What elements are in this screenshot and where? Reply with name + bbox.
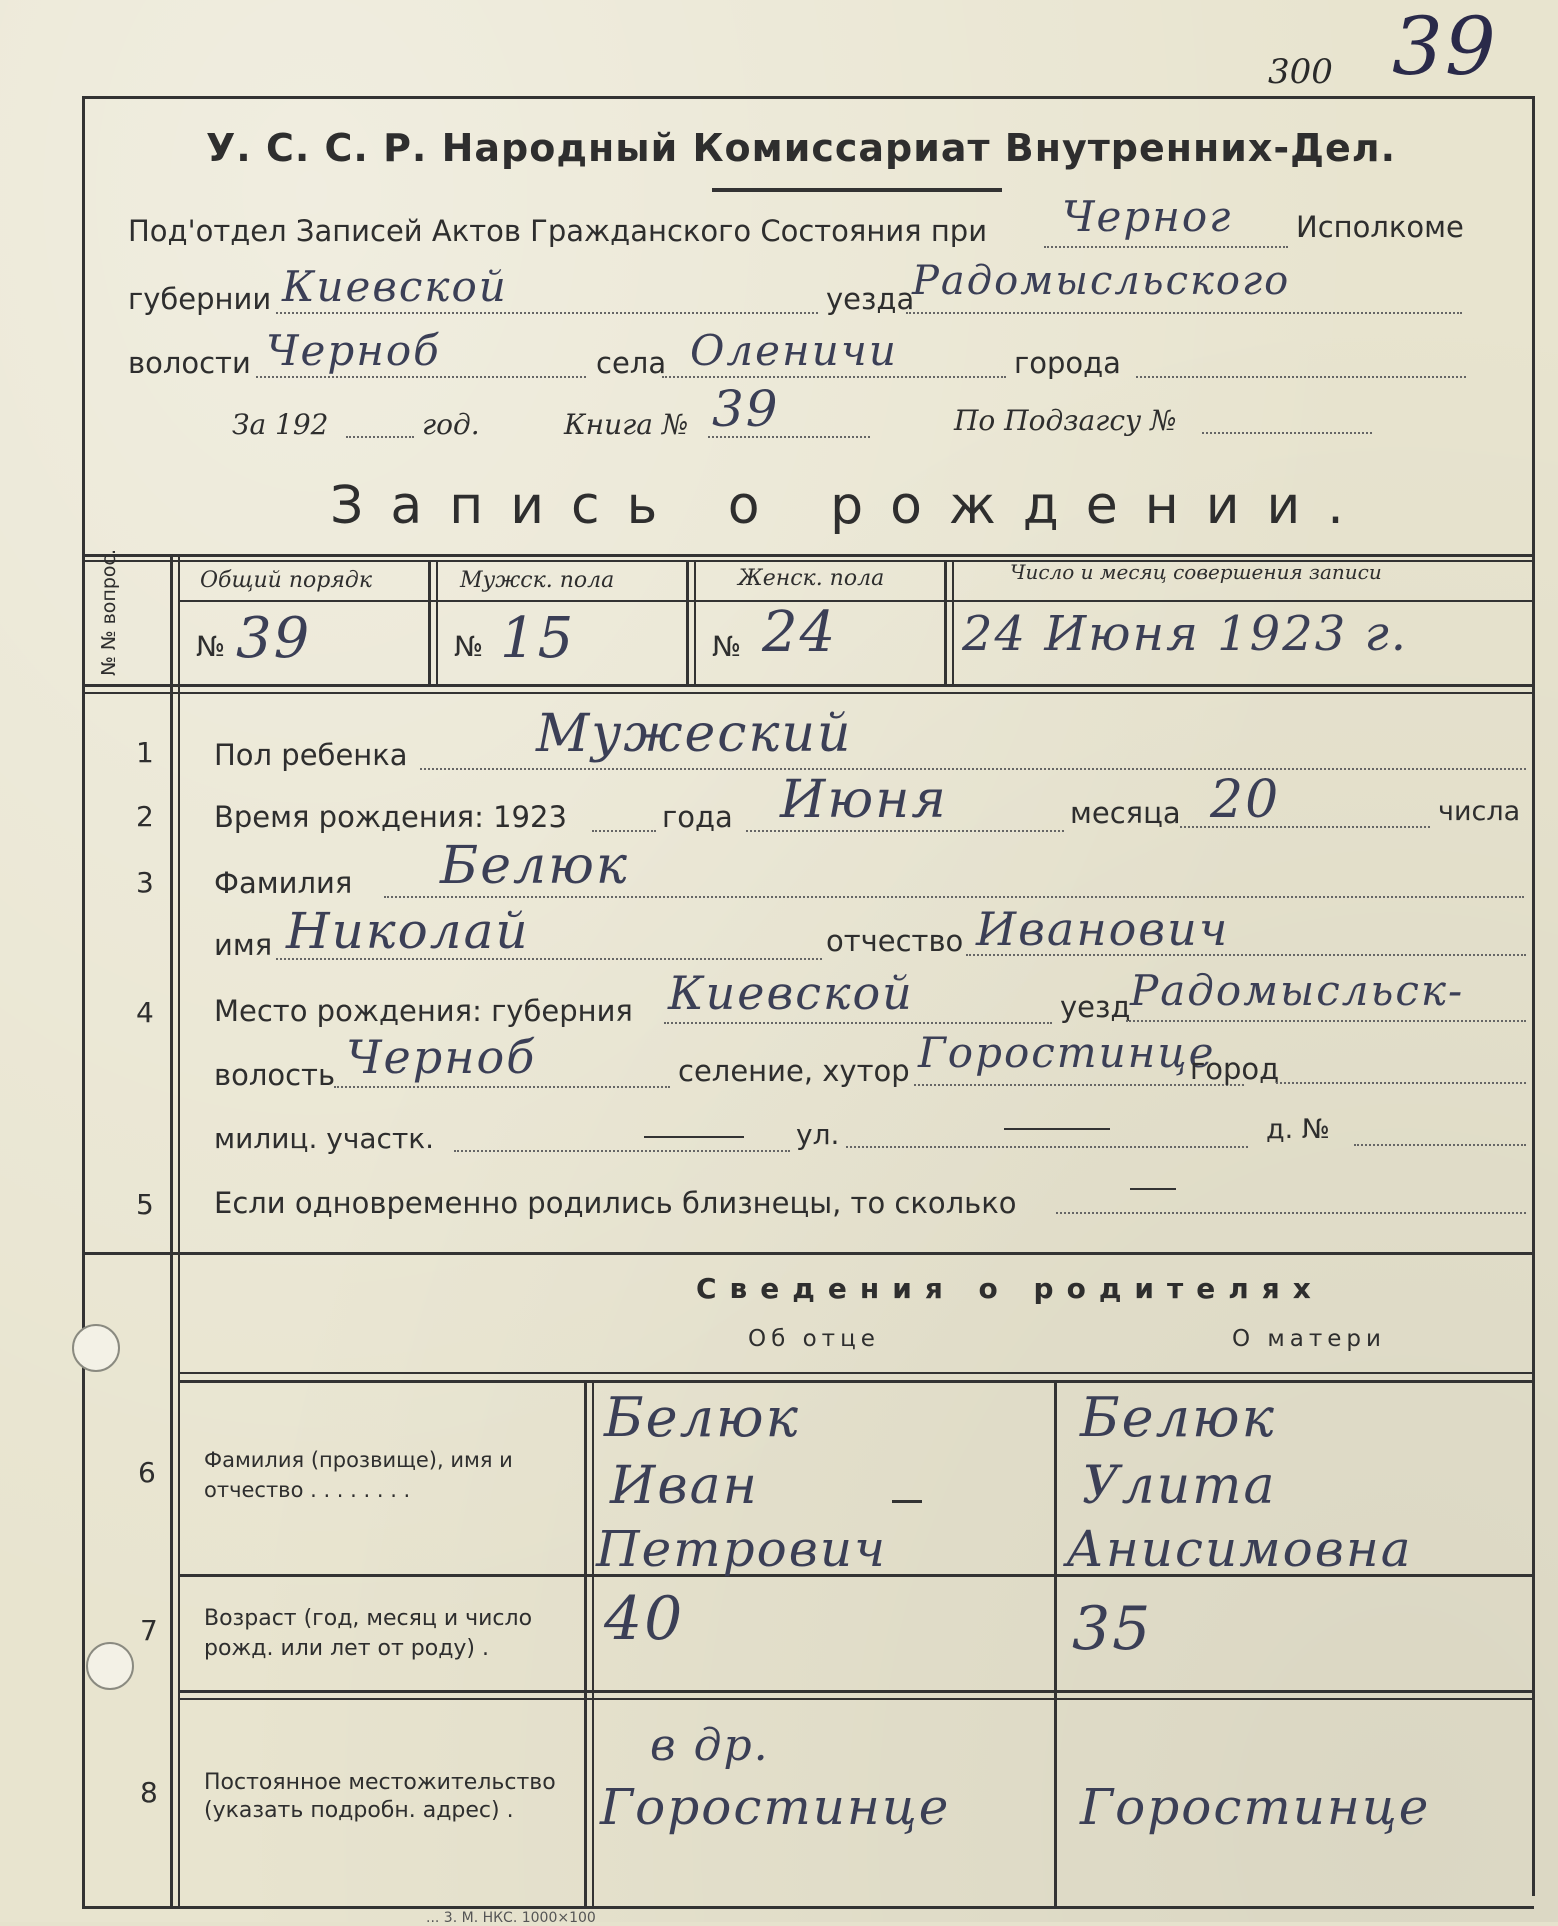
mother-residence: Горостинце — [1080, 1778, 1431, 1836]
frame-left — [82, 96, 85, 1908]
q5-dash — [1130, 1188, 1176, 1190]
male-label: Мужск. пола — [460, 568, 615, 593]
father-name: Иван — [610, 1456, 759, 1516]
counter-divider-3b — [952, 560, 954, 684]
q4-label: Место рождения: губерния — [214, 994, 633, 1028]
footer-print-info: ... 3. М. НКС. 1000×100 — [426, 1910, 596, 1926]
father-residence-1: в др. — [650, 1720, 770, 1771]
parents-col-divider-1 — [584, 1380, 587, 1908]
counter-label-rule — [178, 600, 1534, 602]
general-label: Общий порядк — [200, 568, 372, 593]
selo-value: Оленичи — [690, 326, 898, 375]
q2-month-label: месяца — [1070, 796, 1181, 830]
volost-label: волости — [128, 346, 251, 380]
god-label: год. — [422, 408, 480, 441]
q4-gub-dots — [664, 1022, 1052, 1024]
q3-surname-dots — [384, 896, 1524, 898]
q4-ul-dash — [1004, 1128, 1110, 1130]
row7-bottom — [178, 1690, 1534, 1693]
counters-bottom — [82, 684, 1534, 687]
q4-ul-dots — [846, 1146, 1248, 1148]
father-residence-2: Горостинце — [600, 1778, 951, 1836]
podzagsu-label: По Подзагсу № — [954, 404, 1177, 437]
date-value: 24 Июня 1923 г. — [962, 606, 1409, 662]
frame-right — [1532, 96, 1535, 1896]
q2-label: Время рождения: 1923 — [214, 800, 567, 834]
q4-gub-value: Киевской — [668, 966, 914, 1020]
r6-label-1: Фамилия (прозвище), имя и — [204, 1448, 513, 1472]
q4-milits-dash — [644, 1136, 744, 1138]
volost-dots — [256, 376, 586, 378]
counter-divider-3 — [944, 560, 947, 684]
kniga-label: Книга № — [564, 408, 689, 441]
q4-volost-dots — [334, 1086, 670, 1088]
r7-number: 7 — [140, 1614, 158, 1647]
selo-label: села — [596, 346, 667, 380]
parents-title: Сведения о родителях — [696, 1272, 1324, 1305]
q2-year-suffix: года — [662, 800, 733, 834]
q5-dots — [1056, 1212, 1526, 1214]
q4-gorod-label: город — [1190, 1052, 1280, 1086]
gubernia-label: губернии — [128, 282, 272, 316]
binder-hole — [86, 1642, 134, 1690]
archive-number-printed: 300 — [1268, 52, 1333, 92]
mother-header: О матери — [1232, 1326, 1386, 1352]
q3-patronymic-value: Иванович — [976, 902, 1230, 956]
q4-gorod-dots — [1276, 1082, 1526, 1084]
q3-name-label: имя — [214, 928, 273, 962]
q4-selenie-label: селение, хутор — [678, 1054, 910, 1088]
counter-divider-2b — [694, 560, 696, 684]
gubernia-dots — [276, 312, 818, 314]
q2-month-dots — [746, 830, 1064, 832]
mother-surname: Белюк — [1080, 1386, 1276, 1449]
year-dots — [346, 436, 414, 438]
q4-uezd-dots — [1126, 1020, 1526, 1022]
q4-milits-label: милиц. участк. — [214, 1122, 435, 1155]
female-no-sign: № — [712, 630, 742, 663]
header-title: У. С. С. Р. Народный Комиссариат Внутренних-Дел. — [206, 126, 1397, 170]
binder-hole — [72, 1324, 120, 1372]
father-header: Об отце — [748, 1326, 880, 1352]
r7-label-2: рожд. или лет от роду) . — [204, 1636, 489, 1661]
ispolkom-label: Исполкоме — [1296, 210, 1464, 244]
q5-label: Если одновременно родились близнецы, то сколько — [214, 1186, 1017, 1220]
parents-header-rule — [178, 1372, 1534, 1374]
q4-volost-label: волость — [214, 1058, 336, 1092]
q2-month-value: Июня — [780, 770, 948, 830]
volost-value: Черноб — [266, 326, 441, 375]
r8-number: 8 — [140, 1776, 158, 1809]
father-surname: Белюк — [604, 1386, 800, 1449]
q3-name-value: Николай — [286, 902, 530, 960]
female-label: Женск. пола — [738, 566, 885, 591]
male-no-sign: № — [454, 630, 484, 663]
num-col-divider — [170, 556, 173, 1908]
female-value: 24 — [762, 600, 838, 665]
q4-volost-value: Черноб — [346, 1030, 537, 1084]
q1-dots — [420, 768, 1526, 770]
mother-patronymic: Анисимовна — [1066, 1520, 1413, 1578]
subdept-label: Под'отдел Записей Актов Гражданского Состояния при — [128, 214, 988, 248]
q1-number: 1 — [136, 736, 154, 769]
row7-bottom-2 — [178, 1698, 1534, 1700]
general-value: 39 — [236, 606, 312, 671]
q1-label: Пол ребенка — [214, 738, 408, 772]
q3-surname-label: Фамилия — [214, 866, 353, 900]
q1-value: Мужеский — [536, 704, 853, 764]
father-age: 40 — [604, 1584, 685, 1654]
gorod-dots — [1136, 376, 1466, 378]
r6-number: 6 — [138, 1456, 156, 1489]
counter-divider-2 — [686, 560, 689, 684]
q4-dom-label: д. № — [1266, 1114, 1330, 1145]
selo-dots — [662, 376, 1006, 378]
title-rule — [712, 188, 1002, 192]
q2-number: 2 — [136, 800, 154, 833]
counters-bottom-2 — [82, 692, 1534, 694]
q4-number: 4 — [136, 996, 154, 1029]
q3-patronymic-label: отчество — [826, 924, 964, 958]
q4-uezd-label: уезд — [1060, 990, 1131, 1024]
frame-top — [82, 96, 1534, 99]
uezd-label: уезда — [826, 282, 915, 316]
q4-uezd-value: Радомысльск- — [1130, 966, 1465, 1015]
father-patronymic: Петрович — [596, 1520, 888, 1578]
q4-dom-dots — [1354, 1144, 1526, 1146]
question-numbers-header: № № вопрос. — [98, 548, 120, 676]
q4-ul-label: ул. — [796, 1118, 840, 1151]
mother-name: Улита — [1082, 1456, 1277, 1516]
uezd-value: Радомысльского — [912, 258, 1291, 304]
num-col-divider-2 — [178, 556, 180, 1908]
q3-surname-value: Белюк — [440, 836, 629, 896]
record-title: Запись о рождении. — [330, 476, 1371, 536]
archive-number-handwritten: 39 — [1392, 0, 1498, 93]
parents-col-divider-2 — [1054, 1380, 1057, 1908]
father-name-dash — [892, 1500, 922, 1503]
gubernia-value: Киевской — [282, 262, 508, 311]
r8-label-1: Постоянное местожительство — [204, 1770, 556, 1795]
counter-divider-1b — [436, 560, 438, 684]
year-label: За 192 — [232, 408, 329, 441]
q3-number: 3 — [136, 866, 154, 899]
parents-top — [82, 1252, 1534, 1255]
r6-label-2: отчество . . . . . . . . — [204, 1478, 411, 1502]
parents-col-divider-1b — [592, 1380, 594, 1908]
kniga-value: 39 — [712, 380, 780, 438]
male-value: 15 — [500, 606, 576, 671]
r7-label-1: Возраст (год, месяц и число — [204, 1606, 533, 1631]
q5-number: 5 — [136, 1188, 154, 1221]
parents-header-rule-2 — [178, 1380, 1534, 1383]
gorod-label: города — [1014, 346, 1121, 380]
subdept-value: Черног — [1062, 192, 1233, 241]
counters-top — [82, 554, 1534, 557]
q4-selenie-value: Горостинце — [918, 1028, 1216, 1077]
q2-year-dots — [592, 830, 656, 832]
uezd-dots — [906, 312, 1462, 314]
q4-milits-dots — [454, 1150, 790, 1152]
r8-label-2: (указать подробн. адрес) . — [204, 1798, 514, 1823]
subdept-dots — [1044, 246, 1288, 248]
counter-divider-1 — [428, 560, 431, 684]
q2-day-label: числа — [1438, 796, 1521, 827]
frame-bottom — [82, 1906, 1534, 1909]
date-label: Число и месяц совершения записи — [1010, 560, 1382, 584]
general-no-sign: № — [196, 630, 226, 663]
q2-day-value: 20 — [1210, 770, 1281, 830]
podzagsu-dots — [1202, 432, 1372, 434]
mother-age: 35 — [1072, 1594, 1153, 1664]
